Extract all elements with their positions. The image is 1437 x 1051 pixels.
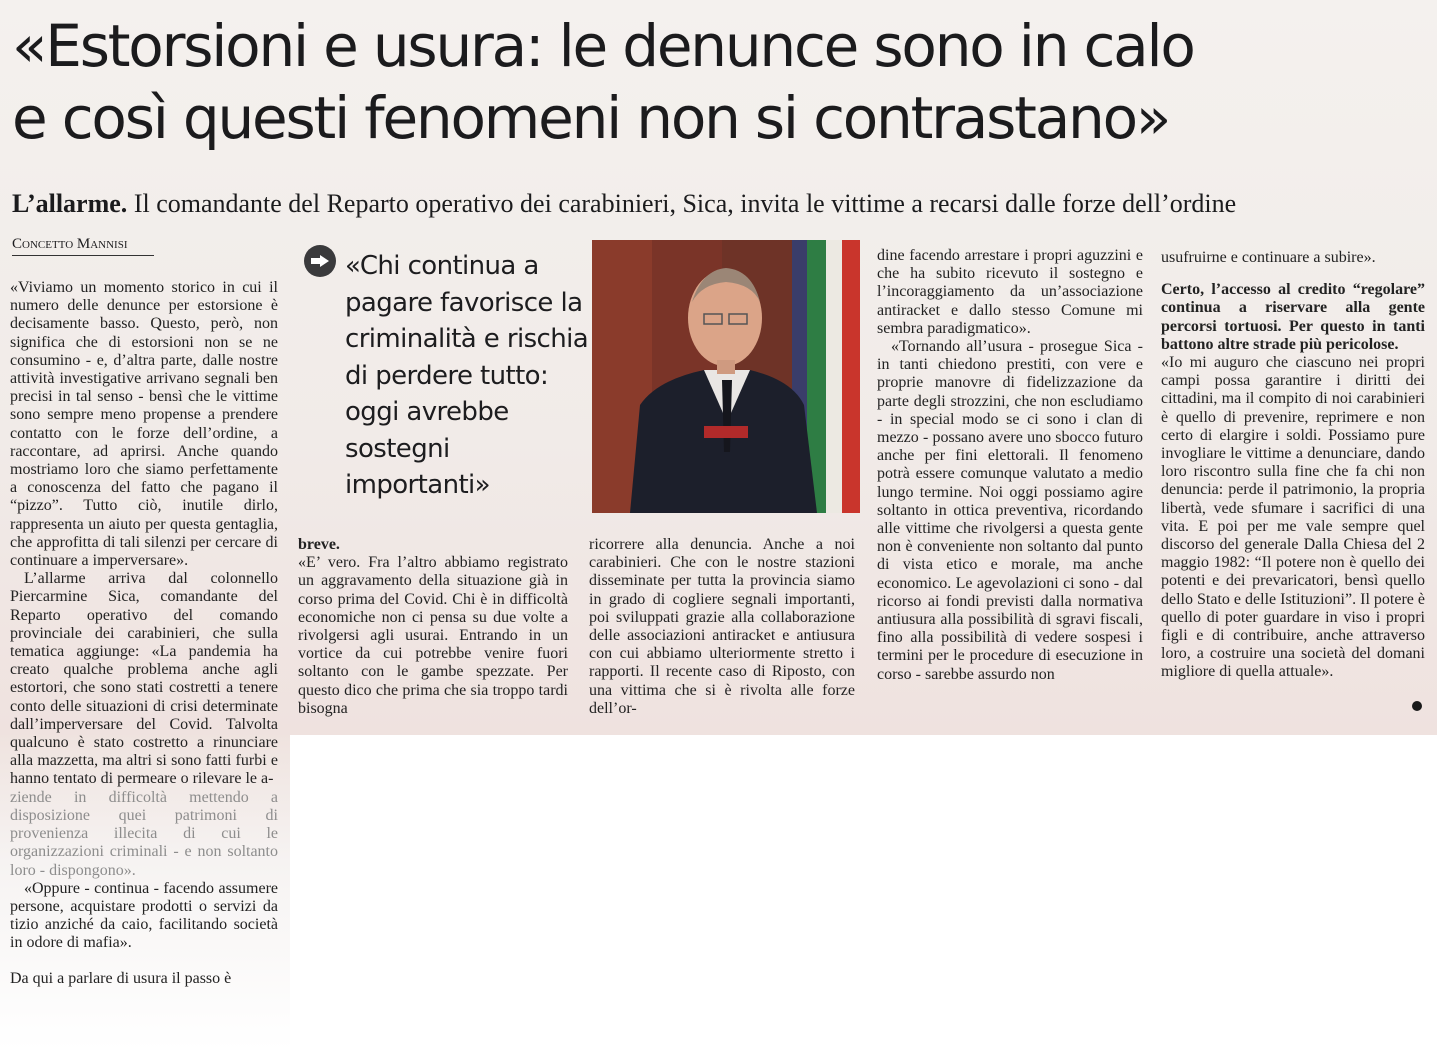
article-subheadline xyxy=(12,186,1432,222)
column-1 xyxy=(10,279,278,988)
paragraph: «Viviamo un momento storico in cui il numero delle denunce per estorsione è decisamente basso. Questo, però, non significa che di estorsioni non se ne consumino - e, d’altra parte, dalle nostre attività investigative arrivano segnali ben precisi in tal senso - bensì che le vittime sono sempre meno propense a prendere contatto con le forze dell’ordine, a raccontare, ad aprirsi. Anche quando mostriamo loro che siamo perfettamente a conoscenza del fatto che pagano il “pizzo”. Tutto ciò, inutile dirlo, rappresenta un aiuto per questa gentaglia, che approfitta di tali silenzi per cercare di continuare a imperversare». xyxy=(10,279,278,570)
column-5 xyxy=(1161,249,1425,682)
paragraph: dine facendo arrestare i propri aguzzini e che ha subito ricevuto il sostegno e l’incoraggiamento da un’associazione antiracket e dallo stesso Comune mi sembra paradigmatico». xyxy=(877,247,1143,337)
article-headline xyxy=(12,10,1432,154)
arrow-icon xyxy=(304,245,336,277)
paragraph-faded: ziende in difficoltà mettendo a disposizione quei patrimoni di provenienza illecita di cui le organizzazioni criminali - e non soltanto loro - dispongono». xyxy=(10,788,278,879)
paragraph: «Io mi auguro che ciascuno nei propri campi possa garantire i diritti dei cittadini, ma il compito di noi carabinieri è quello di prevenire, reprimere e non certo di elargire i soldi. Possiamo pure invogliare le vittime a denunciare, dando loro riscontro sulla fine che fa chi non denuncia: perde il patrimonio, la propria libertà, vede sfumare i sacrifici di una vita. E poi per me vale sempre quel discorso del generale Dalla Chiesa del 2 maggio 1982: “Il potere non è quello dei potenti e dei prevaricatori, bensì quello dello Stato e delle Istituzioni”. Il potere è quello di poter guardare in viso i propri figli e di contribuire, anche attraverso loro, a costruire una società del domani migliore di quella attuale». xyxy=(1161,354,1425,681)
portrait-photo xyxy=(592,240,860,513)
paragraph: L’allarme arriva dal colonnello Piercarmine Sica, comandante del Reparto operativo del comando provinciale dei carabinieri, che sulla tematica aggiunge: «La pandemia ha creato qualche problema anche agli estortori, che sono stati costretti a tenere conto delle situazioni di crisi determinate dall’imperversare del Covid. Talvolta qualcuno è stato costretto a rinunciare alla mazzetta, ma altri si sono fatti furbi e hanno tentato di permeare o rilevare le a- xyxy=(10,570,278,788)
paragraph: usufruirne e continuare a subire». xyxy=(1161,249,1376,266)
paragraph: breve. xyxy=(298,536,340,553)
paragraph: «Tornando all’usura - prosegue Sica - in tanti chiedono prestiti, con vere e proprie manovre di fidelizzazione da parte degli strozzini, che non escludiamo - in special modo se ci sono i clan di mezzo - possano avere uno sbocco futuro anche per fini elettorali. Il fenomeno potrà essere comunque valutato a medio lungo termine. Noi oggi possiamo agire soltanto in ottica preventiva, ricordando alle vittime che rivolgersi a questa gente non è conveniente non soltanto dal punto di vista etico e morale, ma anche economico. Le agevolazioni ci sono - dal ricorso ai fondi previsti dalla normativa antiusura alla possibilità di sgravi fiscali, fino alla possibilità di vedere sospesi i termini per le procedure di esecuzione in corso - sarebbe assurdo non xyxy=(877,338,1143,683)
kicker: L’allarme. xyxy=(12,189,128,218)
byline: Concetto Mannisi xyxy=(12,236,154,256)
column-4 xyxy=(877,247,1143,684)
portrait-illustration xyxy=(592,240,860,513)
headline-line-1: «Estorsioni e usura: le denunce sono in calo xyxy=(12,12,1194,80)
subheadline-text: Il comandante del Reparto operativo dei carabinieri, Sica, invita le vittime a recarsi dalle forze dell’ordine xyxy=(133,189,1237,218)
pull-quote: «Chi continua a pagare favorisce la criminalità e rischia di perdere tutto: oggi avrebbe sostegni importanti» xyxy=(345,251,589,500)
end-mark xyxy=(1412,701,1422,711)
column-3 xyxy=(589,536,855,718)
headline-line-2: e così questi fenomeni non si contrastano» xyxy=(12,84,1170,152)
paragraph-bold: Certo, l’accesso al credito “regolare” continua a riservare alla gente percorsi tortuosi. Per questo in tanti battono altre strade più pericolose. xyxy=(1161,281,1425,353)
column-2 xyxy=(298,536,568,718)
paragraph: Da qui a parlare di usura il passo è xyxy=(10,969,232,987)
paragraph: ricorrere alla denuncia. Anche a noi carabinieri. Che con le nostre stazioni disseminate per tutta la provincia siamo in grado di cogliere segnali importanti, poi sviluppati grazie alla collaborazione delle associazioni antiracket e antiusura con cui abbiamo ulteriormente stretto i rapporti. Il recente caso di Riposto, con una vittima che si è rivolta alle forze dell’or- xyxy=(589,536,855,717)
paragraph: «Oppure - continua - facendo assumere persone, acquistare prodotti o servizi da tizio anziché da caio, facilitando società in odore di mafia». xyxy=(10,879,278,952)
paragraph: «E’ vero. Fra l’altro abbiamo registrato un aggravamento della situazione già in corso prima del Covid. Chi è in difficoltà economiche non ci pensa su due volte a rivolgersi agli usurai. Entrando in un vortice da cui potrebbe venire fuori soltanto con le gambe spezzate. Per questo dico che prima che sia troppo tardi bisogna xyxy=(298,554,568,717)
